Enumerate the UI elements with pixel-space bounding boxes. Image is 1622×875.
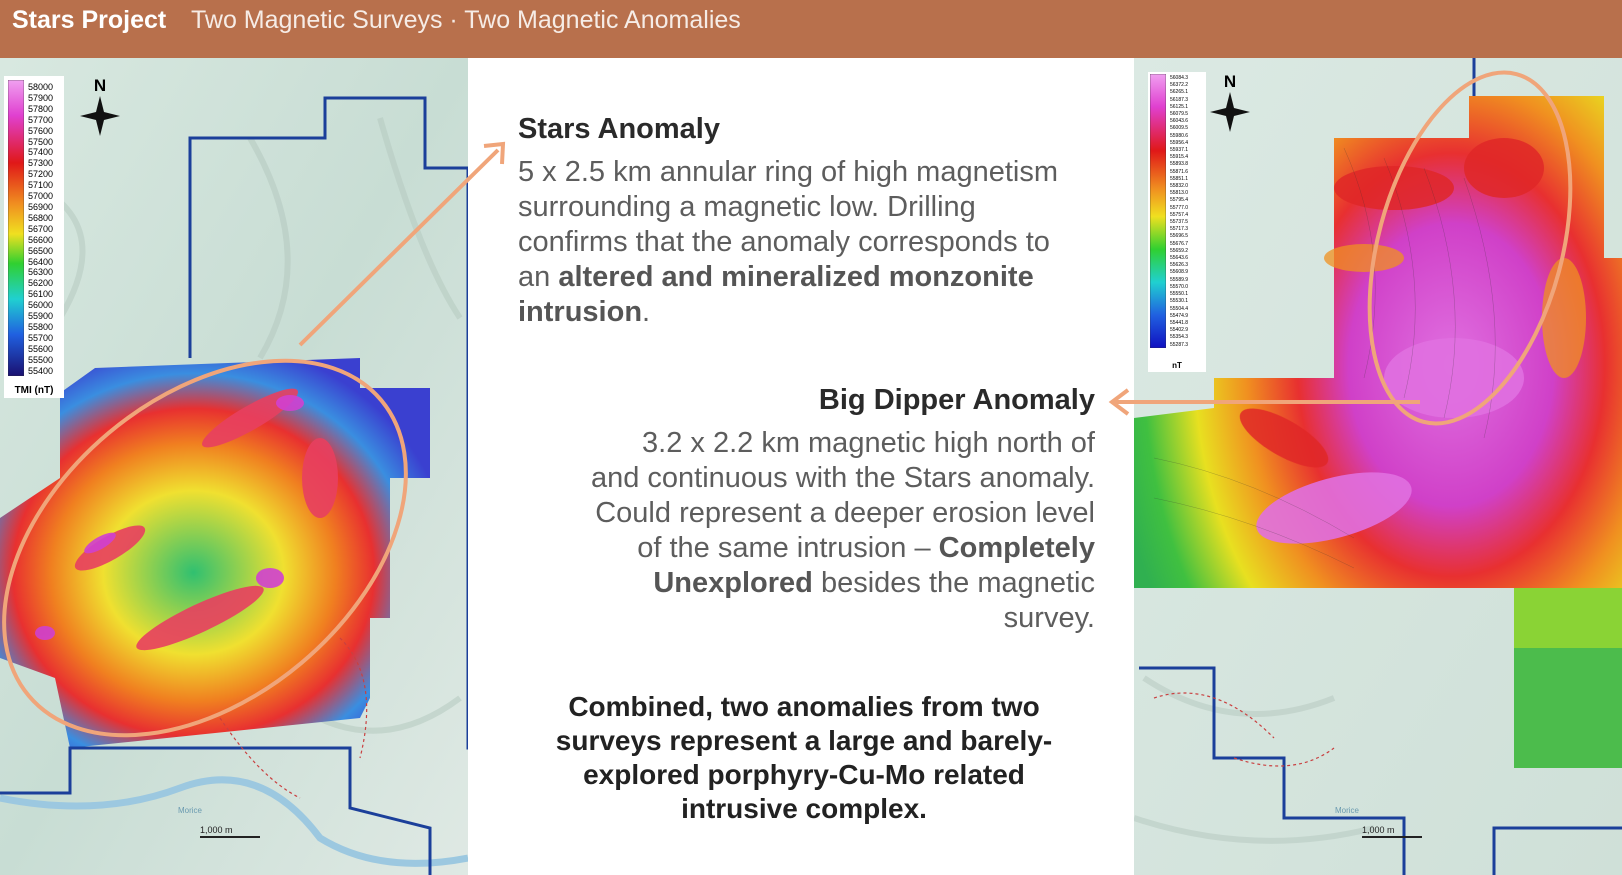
legend-value: 55474.9 <box>1170 312 1189 319</box>
legend-value: 55777.0 <box>1170 204 1189 211</box>
legend-value: 55441.8 <box>1170 319 1189 326</box>
legend-value: 57000 <box>28 191 54 202</box>
legend-value: 56300 <box>28 267 54 278</box>
legend-value: 55937.1 <box>1170 147 1189 154</box>
legend-value: 55570.0 <box>1170 283 1189 290</box>
stars-anomaly-block <box>518 112 1078 330</box>
project-title: Stars Project <box>12 6 167 34</box>
legend-value: 55700 <box>28 332 54 343</box>
legend-value: 55832.0 <box>1170 183 1189 190</box>
legend-value: 56900 <box>28 201 54 212</box>
legend-value: 55589.9 <box>1170 276 1189 283</box>
legend-value: 55287.3 <box>1170 341 1189 348</box>
legend-value: 58000 <box>28 82 54 92</box>
legend-value: 55500 <box>28 354 54 365</box>
legend-value: 55871.6 <box>1170 168 1189 175</box>
legend-value: 55851.1 <box>1170 175 1189 182</box>
legend-value: 57800 <box>28 103 54 114</box>
legend-value: 55643.6 <box>1170 255 1189 262</box>
right-place-label: Morice <box>1335 806 1360 815</box>
legend-value: 56043.6 <box>1170 118 1189 125</box>
legend-value: 56000 <box>28 300 54 311</box>
legend-value: 55915.4 <box>1170 154 1189 161</box>
stars-heading: Stars Anomaly <box>518 113 720 145</box>
legend-value: 55900 <box>28 311 54 322</box>
legend-value: 57600 <box>28 125 54 136</box>
stars-description: 5 x 2.5 km annular ring of high magnetism surrounding a magnetic low. Drilling confirms that the anomaly corresponds to an altered and mineralized monzonite intrusion. <box>518 156 1058 328</box>
legend-value: 55608.9 <box>1170 269 1189 276</box>
legend-value: 56187.3 <box>1170 96 1189 103</box>
legend-value: 56200 <box>28 278 54 289</box>
conclusion-text: Combined, two anomalies from two surveys represent a large and barely-explored porphyry-Cu-Mo related intrusive complex. <box>555 691 1053 824</box>
legend-value: 57700 <box>28 114 54 125</box>
legend-value: 55550.1 <box>1170 291 1189 298</box>
legend-value: 56100 <box>28 289 54 300</box>
legend-value: 56700 <box>28 223 54 234</box>
legend-value: 56009.5 <box>1170 125 1189 132</box>
stars-arrow <box>300 150 498 345</box>
legend-value: 55659.2 <box>1170 247 1189 254</box>
north-label: N <box>1223 72 1237 91</box>
legend-value: 55504.4 <box>1170 305 1189 312</box>
legend-value: 55400 <box>28 365 54 376</box>
legend-value: 55813.0 <box>1170 190 1189 197</box>
legend-value: 56372.2 <box>1170 82 1189 89</box>
right-scale-label: 1,000 m <box>1362 825 1395 835</box>
legend-value: 55956.4 <box>1170 139 1189 146</box>
legend-value: 56600 <box>28 234 54 245</box>
legend-value: 55980.6 <box>1170 132 1189 139</box>
legend-value: 57500 <box>28 136 54 147</box>
left-place-label: Morice <box>178 806 203 815</box>
legend-value: 57100 <box>28 180 54 191</box>
legend-value: 55800 <box>28 321 54 332</box>
legend-value: 55626.3 <box>1170 262 1189 269</box>
slide-subtitle: Two Magnetic Surveys · Two Magnetic Anomalies <box>191 6 741 34</box>
legend-value: 56800 <box>28 212 54 223</box>
left-legend-unit: TMI (nT) <box>14 385 54 396</box>
legend-value: 55600 <box>28 343 54 354</box>
legend-value: 56125.1 <box>1170 103 1189 110</box>
big-dipper-description: 3.2 x 2.2 km magnetic high north of and continuous with the Stars anomaly. Could represent a deeper erosion level of the same intrusion – Completely Unexplored besides the magnetic survey. <box>590 427 1095 634</box>
legend-value: 55717.3 <box>1170 226 1189 233</box>
legend-value: 55676.7 <box>1170 240 1189 247</box>
legend-value: 55402.9 <box>1170 327 1189 334</box>
north-label: N <box>93 76 107 95</box>
legend-value: 55696.5 <box>1170 233 1189 240</box>
legend-value: 55795.4 <box>1170 197 1189 204</box>
big-dipper-block <box>590 383 1095 636</box>
legend-value: 57300 <box>28 158 54 169</box>
legend-value: 56400 <box>28 256 54 267</box>
legend-value: 57400 <box>28 147 54 158</box>
legend-value: 56079.5 <box>1170 111 1189 118</box>
legend-value: 57900 <box>28 92 54 103</box>
left-scale-label: 1,000 m <box>200 825 233 835</box>
legend-value: 57200 <box>28 169 54 180</box>
legend-value: 55737.5 <box>1170 219 1189 226</box>
right-legend-unit: nT <box>1172 361 1182 370</box>
legend-value: 55354.3 <box>1170 334 1189 341</box>
legend-value: 55757.4 <box>1170 211 1189 218</box>
legend-value: 56265.1 <box>1170 89 1189 96</box>
legend-value: 56500 <box>28 245 54 256</box>
big-dipper-heading: Big Dipper Anomaly <box>818 384 1095 416</box>
legend-value: 55893.8 <box>1170 161 1189 168</box>
legend-value: 55530.1 <box>1170 298 1189 305</box>
legend-value: 56084.3 <box>1170 75 1189 81</box>
